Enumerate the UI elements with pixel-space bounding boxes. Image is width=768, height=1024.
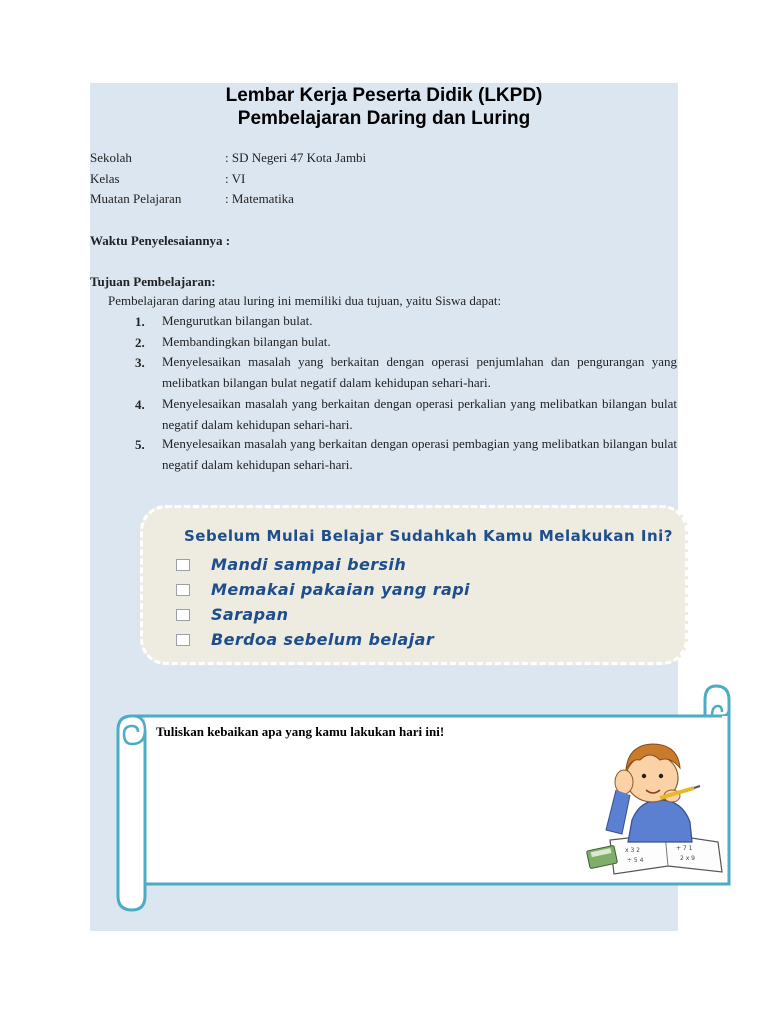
tujuan-intro: Pembelajaran daring atau luring ini memiliki dua tujuan, yaitu Siswa dapat: — [108, 293, 502, 308]
checklist-title: Sebelum Mulai Belajar Sudahkah Kamu Melakukan Ini? — [184, 527, 673, 545]
objective-text: Menyelesaikan masalah yang berkaitan dengan operasi perkalian yang melibatkan bilangan bulat negatif dalam kehidupan sehari-hari. — [162, 396, 677, 432]
objective-number: 5. — [135, 437, 145, 452]
objective-text: Menyelesaikan masalah yang berkaitan dengan operasi penjumlahan dan pengurangan yang melibatkan bilangan bulat negatif dalam kehidupan sehari-hari. — [162, 354, 677, 390]
info-value: : VI — [225, 171, 246, 186]
objective-text: Membandingkan bilangan bulat. — [162, 334, 331, 349]
checklist-item-label: Berdoa sebelum belajar — [211, 630, 435, 649]
svg-text:2 x 9: 2 x 9 — [680, 855, 695, 862]
svg-text:x 3 2: x 3 2 — [625, 847, 640, 854]
checklist-item-label: Memakai pakaian yang rapi — [211, 580, 470, 599]
info-value: : Matematika — [225, 191, 294, 206]
scroll-prompt: Tuliskan kebaikan apa yang kamu lakukan hari ini! — [156, 724, 445, 739]
svg-text:+ 7 1: + 7 1 — [676, 845, 693, 852]
objective-number: 2. — [135, 335, 145, 350]
objective-text: Mengurutkan bilangan bulat. — [162, 313, 313, 328]
info-label: Muatan Pelajaran — [90, 191, 182, 206]
checklist-item-label: Mandi sampai bersih — [211, 555, 407, 574]
tujuan-heading: Tujuan Pembelajaran: — [90, 274, 216, 289]
objective-text: Menyelesaikan masalah yang berkaitan dengan operasi pembagian yang melibatkan bilangan bulat negatif dalam kehidupan sehari-hari. — [162, 436, 677, 472]
waktu-label: Waktu Penyelesaiannya : — [90, 233, 231, 248]
checklist-item-label: Sarapan — [211, 605, 289, 624]
svg-text:÷ 5 4: ÷ 5 4 — [627, 857, 644, 864]
objective-number: 1. — [135, 314, 145, 329]
document-subtitle: Pembelajaran Daring dan Luring — [237, 108, 531, 129]
objective-number: 3. — [135, 355, 145, 370]
document-title: Lembar Kerja Peserta Didik (LKPD) — [225, 85, 543, 106]
info-label: Kelas — [90, 171, 120, 186]
info-value: : SD Negeri 47 Kota Jambi — [225, 150, 367, 165]
objective-number: 4. — [135, 397, 145, 412]
info-label: Sekolah — [90, 150, 132, 165]
